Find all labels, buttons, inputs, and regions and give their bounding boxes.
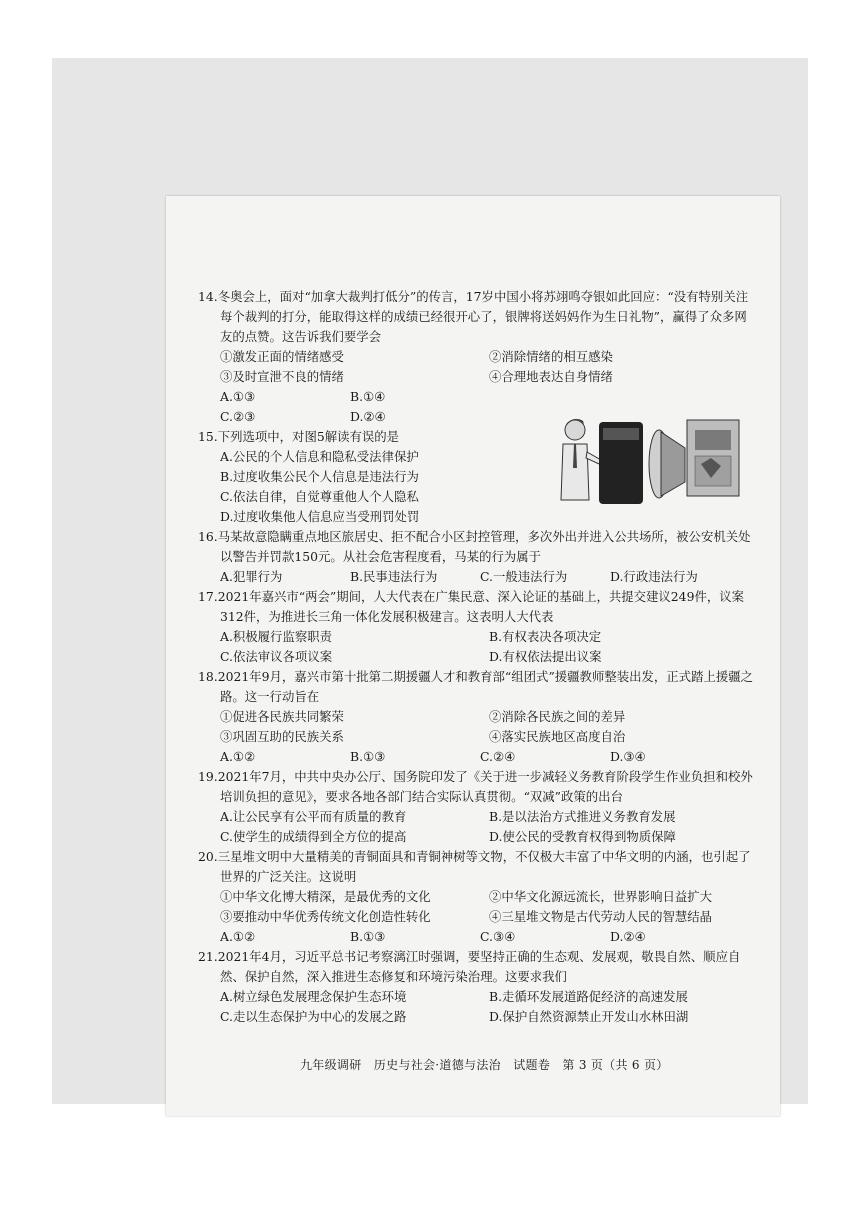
statement-item: ④落实民族地区高度自治: [489, 729, 626, 744]
answer-option: B.过度收集公民个人信息是违法行为: [220, 469, 419, 484]
answer-option: D.过度收集他人信息应当受刑罚处罚: [220, 509, 420, 524]
answer-option: D.行政违法行为: [610, 569, 698, 584]
answer-option: B.是以法治方式推进义务教育发展: [489, 809, 676, 824]
answer-option: B.①④: [350, 389, 386, 404]
answer-option: B.有权表决各项决定: [489, 629, 602, 644]
magnifier-icon: [649, 430, 685, 498]
question-20: [198, 847, 758, 947]
item-row: [198, 707, 758, 727]
answer-option: A.①②: [220, 929, 256, 944]
question-19: [198, 767, 758, 847]
answer-option: B.走循环发展道路促经济的高速发展: [489, 989, 688, 1004]
statement-item: ④三星堆文物是古代劳动人民的智慧结晶: [489, 909, 713, 924]
option-row: [198, 567, 758, 587]
statement-item: ②中华文化源远流长，世界影响日益扩大: [489, 889, 713, 904]
option-row: [198, 747, 758, 767]
answer-option: A.①②: [220, 749, 256, 764]
answer-option: D.使公民的受教育权得到物质保障: [489, 829, 676, 844]
option-row: [198, 807, 758, 827]
answer-option: D.③④: [610, 749, 646, 764]
statement-item: ②消除各民族之间的差异: [489, 709, 626, 724]
statement-item: ③及时宣泄不良的情绪: [220, 369, 344, 384]
item-row: [198, 367, 758, 387]
question-stem: 14.冬奥会上，面对“加拿大裁判打低分”的传言，17岁中国小将苏翊鸣夺银如此回应：“没有特别关注每个裁判的打分，能取得这样的成绩已经很开心了，银牌将送妈妈作为生日礼物”，赢得了众多网友的点赞。这告诉我们要学会: [198, 289, 749, 344]
statement-item: ①促进各民族共同繁荣: [220, 709, 344, 724]
question-stem: 15.下列选项中，对图5解读有误的是: [198, 429, 400, 444]
question-content: [198, 287, 758, 1027]
answer-option: C.走以生态保护为中心的发展之路: [220, 1009, 407, 1024]
answer-option: D.有权依法提出议案: [489, 649, 602, 664]
statement-item: ③巩固互助的民族关系: [220, 729, 344, 744]
answer-option: C.一般违法行为: [480, 569, 568, 584]
answer-option: D.②④: [350, 409, 386, 424]
question-stem: 21.2021年4月，习近平总书记考察漓江时强调，要坚持正确的生态观、发展观，敬畏自然、顺应自然、保护自然，深入推进生态修复和环境污染治理。这要求我们: [198, 949, 741, 984]
item-row: [198, 887, 758, 907]
question-stem: 19.2021年7月，中共中央办公厅、国务院印发了《关于进一步减轻义务教育阶段学生作业负担和校外培训负担的意见》，要求各地各部门结合实际认真贯彻。“双减”政策的出台: [198, 769, 753, 804]
answer-option: C.③④: [480, 929, 516, 944]
figure-5-illustration: [555, 408, 747, 512]
answer-option: A.树立绿色发展理念保护生态环境: [220, 989, 407, 1004]
option-row: [198, 827, 758, 847]
page-footer: 九年级调研 历史与社会·道德与法治 试题卷 第 3 页（共 6 页）: [300, 1058, 669, 1072]
question-stem: 16.马某故意隐瞒重点地区旅居史、拒不配合小区封控管理，多次外出并进入公共场所，被公安机关处以警告并罚款150元。从社会危害程度看，马某的行为属于: [198, 529, 751, 564]
answer-option: A.犯罪行为: [220, 569, 283, 584]
question-17: [198, 587, 758, 667]
question-21: [198, 947, 758, 1027]
statement-item: ①激发正面的情绪感受: [220, 349, 344, 364]
person-figure: [561, 419, 601, 500]
answer-option: D.保护自然资源禁止开发山水林田湖: [489, 1009, 689, 1024]
item-row: [198, 727, 758, 747]
answer-option: B.①③: [350, 749, 386, 764]
question-stem: 20.三星堆文明中大量精美的青铜面具和青铜神树等文物，不仅极大丰富了中华文明的内涵，也引起了世界的广泛关注。这说明: [198, 849, 751, 884]
statement-item: ④合理地表达自身情绪: [489, 369, 613, 384]
item-row: [198, 347, 758, 367]
option-row: [198, 987, 758, 1007]
answer-option: B.①③: [350, 929, 386, 944]
statement-item: ②消除情绪的相互感染: [489, 349, 613, 364]
answer-option: C.使学生的成绩得到全方位的提高: [220, 829, 407, 844]
answer-option: A.积极履行监察职责: [220, 629, 333, 644]
answer-option: C.②③: [220, 409, 256, 424]
option-row: [198, 1007, 758, 1027]
option-row: [198, 387, 758, 407]
statement-item: ③要推动中华优秀传统文化创造性转化: [220, 909, 431, 924]
answer-option: C.依法审议各项议案: [220, 649, 333, 664]
figure-5: [555, 408, 747, 526]
option-row: [198, 927, 758, 947]
shield-icon: [599, 422, 643, 504]
question-stem: 17.2021年嘉兴市“两会”期间，人大代表在广集民意、深入论证的基础上，共提交建议249件，议案312件，为推进长三角一体化发展积极建言。这表明人大代表: [198, 589, 745, 624]
question-14: [198, 287, 758, 427]
answer-option: D.②④: [610, 929, 646, 944]
answer-option: A.让公民享有公平而有质量的教育: [220, 809, 407, 824]
question-stem: 18.2021年9月，嘉兴市第十批第二期援疆人才和教育部“组团式”援疆教师整装出发，正式踏上援疆之路。这一行动旨在: [198, 669, 754, 704]
question-16: [198, 527, 758, 587]
option-row: [198, 627, 758, 647]
answer-option: A.公民的个人信息和隐私受法律保护: [220, 449, 419, 464]
answer-option: C.②④: [480, 749, 516, 764]
question-18: [198, 667, 758, 767]
data-board-icon: [687, 420, 739, 496]
statement-item: ①中华文化博大精深，是最优秀的文化: [220, 889, 431, 904]
option-row: [198, 647, 758, 667]
item-row: [198, 907, 758, 927]
answer-option: B.民事违法行为: [350, 569, 438, 584]
answer-option: A.①③: [220, 389, 256, 404]
answer-option: C.依法自律，自觉尊重他人个人隐私: [220, 489, 419, 504]
